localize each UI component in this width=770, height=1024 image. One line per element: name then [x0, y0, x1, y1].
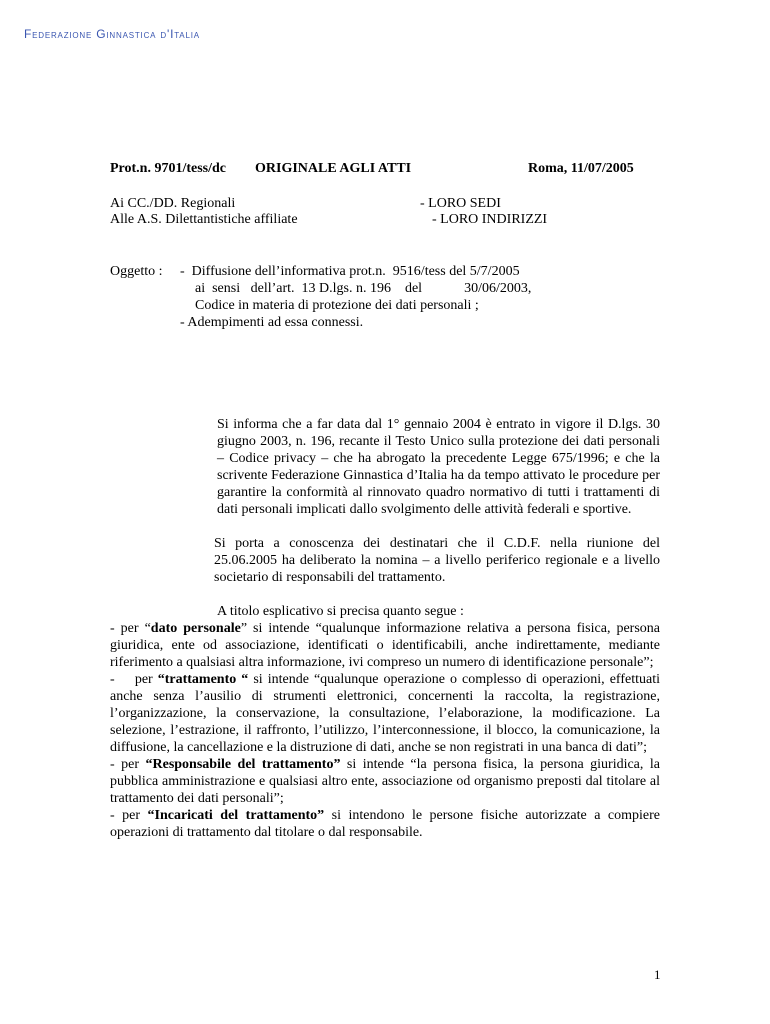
- definition-prefix: - per “: [110, 621, 151, 636]
- definition-incaricati: [110, 807, 660, 841]
- definition-prefix: - per: [110, 672, 158, 687]
- subject-item-2: - Adempimenti ad essa connessi.: [180, 315, 364, 330]
- definition-text: si intende “qualunque operazione o complesso di operazioni, effettuati anche senza l’ausilio di strumenti elettronici, concernenti la raccolta, la registrazione, l’organizzazione, la conservazione, la consultazione, l’elaborazione, la modificazione. La selezione, l’estrazione, il raffronto, l’utilizzo, l’interconnessione, il blocco, la comunicazione, la diffusione, la cancellazione e la distruzione di dati, anche se non registrati in una banca di dati”;: [110, 672, 660, 755]
- definition-dato-personale: [110, 620, 660, 671]
- definition-term: “Incaricati del trattamento”: [147, 808, 325, 823]
- original-note: ORIGINALE AGLI ATTI: [255, 161, 412, 176]
- definition-term: dato personale: [150, 621, 241, 636]
- subject-item-1-line-3: Codice in materia di protezione dei dati personali ;: [195, 298, 479, 313]
- protocol-number: Prot.n. 9701/tess/dc: [110, 161, 227, 176]
- subject-item-1-line-2: ai sensi dell’art. 13 D.lgs. n. 196 del 30/06/2003,: [195, 281, 532, 296]
- definition-term: “Responsabile del trattamento”: [145, 757, 341, 772]
- page-number: 1: [654, 967, 661, 982]
- definitions-intro: A titolo esplicativo si precisa quanto segue :: [217, 604, 464, 619]
- paragraph-1: [110, 416, 660, 518]
- paragraph-2-text: Si porta a conoscenza dei destinatari che il C.D.F. nella riunione del 25.06.2005 ha deliberato la nomina – a livello periferico regionale e a livello societario di responsabili del trattamento.: [214, 536, 660, 585]
- recipient-2-dest: - LORO INDIRIZZI: [432, 212, 548, 227]
- place-date: Roma, 11/07/2005: [528, 161, 634, 176]
- recipient-1-dest: - LORO SEDI: [420, 196, 501, 211]
- definition-text: si intendono le persone fisiche autorizzate a compiere operazioni di trattamento dal titolare o dal responsabile.: [110, 808, 660, 840]
- definitions-section: [110, 603, 660, 841]
- definition-prefix: - per: [110, 757, 146, 772]
- definition-trattamento: [110, 671, 660, 756]
- definition-term: “trattamento “: [157, 672, 249, 687]
- definition-text: si intende “la persona fisica, la persona giuridica, la pubblica amministrazione e qualsiasi altro ente, associazione od organismo preposti dal titolare al trattamento dei dati personali”;: [110, 757, 660, 806]
- paragraph-2: [110, 535, 660, 586]
- recipient-2-name: Alle A.S. Dilettantistiche affiliate: [110, 212, 298, 227]
- paragraph-1-text: Si informa che a far data dal 1° gennaio 2004 è entrato in vigore il D.lgs. 30 giugno 2003, n. 196, recante il Testo Unico sulla protezione dei dati personali – Codice privacy – che ha abrogato la precedente Legge 675/1996; e che la scrivente Federazione Ginnastica d’Italia ha da tempo attivato le procedure per garantire la conformità al rinnovato quadro normativo di tutti i trattamenti di dati personali implicati dallo svolgimento delle attività federali e sportive.: [217, 417, 660, 517]
- subject-item-1-line-1: - Diffusione dell’informativa prot.n. 9516/tess del 5/7/2005: [180, 264, 520, 279]
- definition-responsabile: [110, 756, 660, 807]
- recipient-1-name: Ai CC./DD. Regionali: [110, 196, 236, 211]
- letterhead: Federazione Ginnastica d'Italia: [24, 27, 200, 41]
- definition-prefix: - per: [110, 808, 148, 823]
- subject-label: Oggetto :: [110, 264, 163, 279]
- definition-text: ” si intende “qualunque informazione relativa a persona fisica, persona giuridica, ente od associazione, identificati o identificabili, anche indirettamente, mediante riferimento a qualsiasi altra informazione, ivi compreso un numero di identificazione personale”;: [110, 621, 660, 670]
